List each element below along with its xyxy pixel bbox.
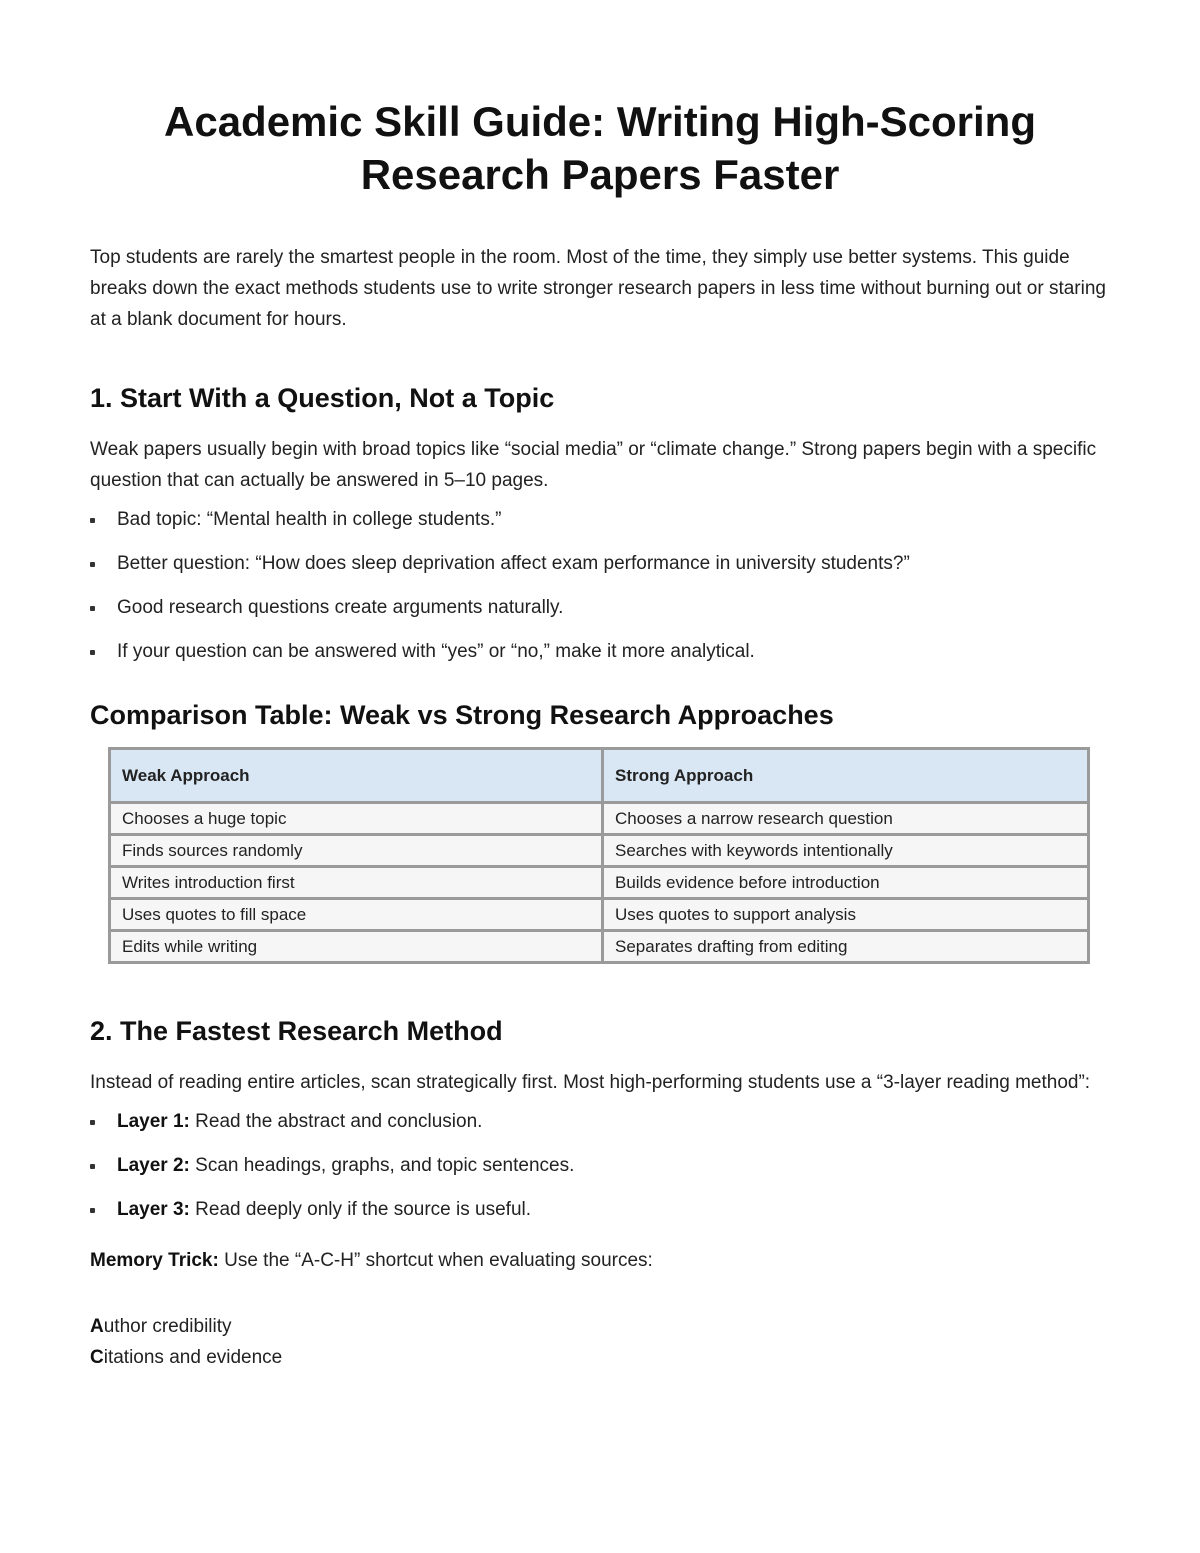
table-cell: Finds sources randomly (110, 835, 603, 867)
table-row (110, 931, 1089, 963)
bullet-text: Bad topic: “Mental health in college students.” (117, 509, 502, 530)
bullet-icon (90, 562, 95, 567)
table-cell: Separates drafting from editing (603, 931, 1089, 963)
document-page (90, 90, 1110, 1373)
memory-trick-text: Use the “A-C-H” shortcut when evaluating sources: (218, 1250, 653, 1271)
ach-list (90, 1311, 1110, 1373)
comparison-table (108, 747, 1090, 964)
table-cell: Searches with keywords intentionally (603, 835, 1089, 867)
table-row (110, 899, 1089, 931)
table-cell: Chooses a huge topic (110, 803, 603, 835)
table-row (110, 835, 1089, 867)
layer-text: Read deeply only if the source is useful. (189, 1199, 532, 1220)
list-item (90, 508, 1110, 532)
title-line-2: Research Papers Faster (360, 151, 840, 198)
table-row (110, 867, 1089, 899)
section-1-heading: 1. Start With a Question, Not a Topic (90, 383, 555, 413)
layer-text: Read the abstract and conclusion. (189, 1111, 483, 1132)
ach-rest: itations and evidence (103, 1347, 283, 1368)
ach-item (90, 1311, 1110, 1342)
bullet-icon (90, 518, 95, 523)
ach-rest: uthor credibility (103, 1316, 232, 1337)
table-cell: Uses quotes to support analysis (603, 899, 1089, 931)
section-1-paragraph: Weak papers usually begin with broad topics like “social media” or “climate change.” Strong papers begin with a specific question that can actually be answered in 5–10 pages. (90, 439, 1097, 491)
bullet-icon (90, 1164, 95, 1169)
bullet-text: Good research questions create arguments naturally. (117, 597, 564, 618)
layer-label: Layer 1: (117, 1111, 190, 1132)
list-item (90, 552, 1110, 576)
bullet-text: Better question: “How does sleep deprivation affect exam performance in university students?” (117, 553, 910, 574)
intro-paragraph: Top students are rarely the smartest people in the room. Most of the time, they simply use better systems. This guide breaks down the exact methods students use to write stronger research papers in less time without burning out or staring at a blank document for hours. (90, 247, 1106, 330)
bullet-icon (90, 650, 95, 655)
layer-label: Layer 2: (117, 1155, 190, 1176)
ach-item (90, 1342, 1110, 1373)
column-header-strong: Strong Approach (603, 749, 1089, 803)
list-item (90, 596, 1110, 620)
list-item (90, 1198, 1110, 1222)
comparison-table-heading: Comparison Table: Weak vs Strong Research Approaches (90, 700, 834, 730)
table-cell: Writes introduction first (110, 867, 603, 899)
reading-layers-list (90, 1110, 1110, 1222)
document-title (90, 90, 1110, 201)
memory-trick (90, 1249, 1110, 1273)
bullet-icon (90, 1208, 95, 1213)
table-header-row (110, 749, 1089, 803)
list-item (90, 1154, 1110, 1178)
list-item (90, 1110, 1110, 1134)
ach-letter: A (90, 1316, 104, 1337)
memory-trick-label: Memory Trick: (90, 1250, 219, 1271)
list-item (90, 640, 1110, 664)
layer-text: Scan headings, graphs, and topic sentences. (189, 1155, 575, 1176)
ach-letter: C (90, 1347, 104, 1368)
section-2-heading: 2. The Fastest Research Method (90, 1016, 503, 1046)
title-line-1: Academic Skill Guide: Writing High-Scoring (164, 98, 1036, 145)
table-cell: Uses quotes to fill space (110, 899, 603, 931)
layer-label: Layer 3: (117, 1199, 190, 1220)
column-header-weak: Weak Approach (110, 749, 603, 803)
table-cell: Edits while writing (110, 931, 603, 963)
table-cell: Chooses a narrow research question (603, 803, 1089, 835)
table-cell: Builds evidence before introduction (603, 867, 1089, 899)
section-1-bullet-list (90, 508, 1110, 664)
section-2-paragraph: Instead of reading entire articles, scan strategically first. Most high-performing students use a “3-layer reading method”: (90, 1072, 1091, 1093)
table-row (110, 803, 1089, 835)
bullet-icon (90, 1120, 95, 1125)
bullet-text: If your question can be answered with “yes” or “no,” make it more analytical. (117, 641, 755, 662)
bullet-icon (90, 606, 95, 611)
